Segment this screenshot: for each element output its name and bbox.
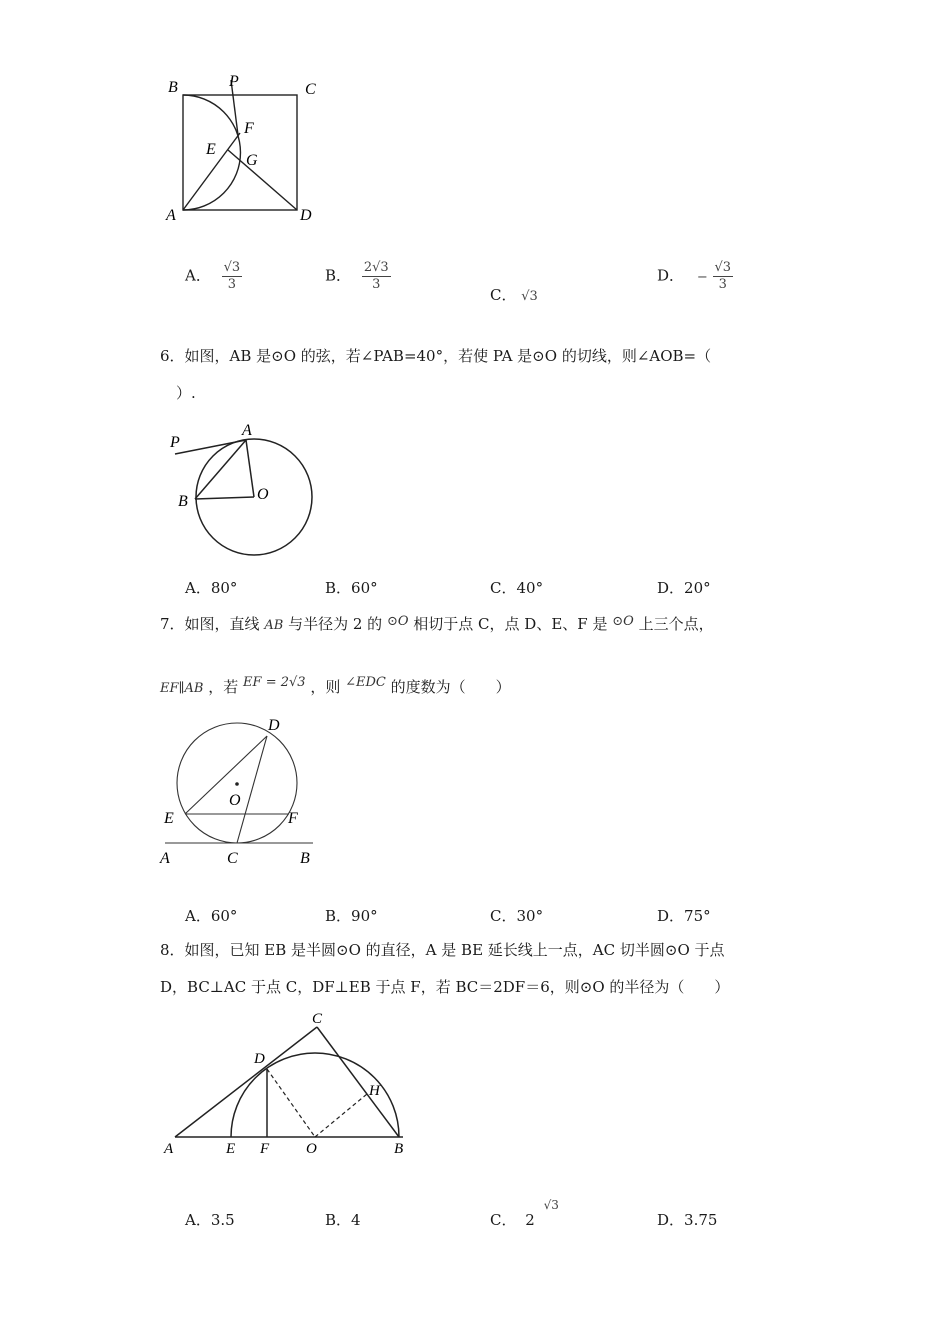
label-b: B bbox=[168, 79, 178, 96]
fraction: $\frac{2√3}{3}$ bbox=[363, 260, 389, 292]
line-cb bbox=[317, 1027, 399, 1137]
q7-option-d[interactable]: D．75° bbox=[657, 907, 711, 925]
label-b: B bbox=[300, 850, 310, 867]
line-ed bbox=[228, 150, 297, 210]
label-c: C bbox=[305, 81, 316, 98]
fraction: $\frac{√3}{3}$ bbox=[223, 260, 241, 292]
label-p: P bbox=[170, 434, 180, 451]
label-f: F bbox=[260, 1141, 270, 1157]
label-b: B bbox=[178, 493, 188, 510]
label-d: D bbox=[254, 1051, 265, 1067]
q8-text-line1: 8．如图，已知 EB 是半圆⊙O 的直径，A 是 BE 延长线上一点，AC 切半圆⊙O 于点 bbox=[160, 941, 725, 959]
q6-option-d[interactable]: D．20° bbox=[657, 579, 711, 597]
label-o: O bbox=[257, 486, 269, 503]
label-e: E bbox=[206, 141, 216, 158]
option-letter: C． bbox=[490, 286, 517, 304]
figure-q8 bbox=[155, 1005, 415, 1165]
option-sup: √3 bbox=[543, 1198, 559, 1212]
label-a: A bbox=[242, 422, 252, 439]
label-b: B bbox=[394, 1141, 404, 1157]
figure-q7 bbox=[155, 712, 325, 872]
math-circle-o: ⊙O bbox=[612, 614, 634, 629]
q6-option-b[interactable]: B．60° bbox=[325, 579, 378, 597]
q7-option-a[interactable]: A．60° bbox=[185, 907, 238, 925]
q6-option-a[interactable]: A．80° bbox=[185, 579, 238, 597]
line-ac bbox=[175, 1027, 317, 1137]
option-letter: D． bbox=[657, 266, 685, 285]
label-p: P bbox=[229, 73, 239, 90]
option-value: √3 bbox=[521, 289, 538, 304]
label-d: D bbox=[300, 207, 312, 224]
figure-q5 bbox=[160, 70, 330, 230]
q8-option-a[interactable]: A．3.5 bbox=[185, 1211, 235, 1229]
figure-q6 bbox=[160, 415, 330, 565]
label-f: F bbox=[244, 120, 254, 137]
option-value: 2 bbox=[525, 1211, 535, 1229]
q8-option-c[interactable] bbox=[490, 1198, 559, 1230]
math-angle-edc: ∠EDC bbox=[345, 675, 386, 690]
q7-text-line2: EF∥AB ，若 EF = 2√3 ，则 ∠EDC 的度数为（ ） bbox=[160, 675, 511, 696]
q6-text-line1: 6．如图，AB 是⊙O 的弦，若∠PAB=40°，若使 PA 是⊙O 的切线，则∠AOB=（ bbox=[160, 347, 712, 365]
q6-option-c[interactable]: C．40° bbox=[490, 579, 544, 597]
option-letter: C． bbox=[490, 1211, 517, 1229]
center-dot bbox=[235, 782, 239, 786]
option-letter: A． bbox=[185, 266, 211, 285]
q7-text-line1: 7．如图，直线 AB 与半径为 2 的 ⊙O 相切于点 C，点 D、E、F 是 ⊙O 上三个点， bbox=[160, 614, 714, 633]
label-c: C bbox=[227, 850, 238, 867]
line-ao bbox=[246, 440, 254, 497]
label-f: F bbox=[288, 810, 298, 827]
label-o: O bbox=[306, 1141, 317, 1157]
q5-option-c[interactable] bbox=[490, 284, 538, 305]
q8-text-line2: D，BC⊥AC 于点 C，DF⊥EB 于点 F，若 BC＝2DF＝6，则⊙O 的半径为（ ） bbox=[160, 978, 730, 996]
label-a: A bbox=[160, 850, 170, 867]
q5-option-d[interactable] bbox=[657, 260, 733, 293]
q6-text-line2: ）. bbox=[176, 384, 196, 402]
label-d: D bbox=[268, 717, 280, 734]
label-o: O bbox=[229, 792, 241, 809]
q5-option-b[interactable] bbox=[325, 260, 391, 293]
label-c: C bbox=[312, 1011, 323, 1027]
q7-option-b[interactable]: B．90° bbox=[325, 907, 378, 925]
dashed-do bbox=[267, 1069, 315, 1137]
minus-sign: − bbox=[696, 269, 708, 285]
line-dc bbox=[237, 736, 267, 843]
q8-option-b[interactable]: B．4 bbox=[325, 1211, 361, 1229]
label-g: G bbox=[246, 152, 258, 169]
label-a: A bbox=[164, 1141, 174, 1157]
line-ed bbox=[185, 736, 267, 814]
q8-option-d[interactable]: D．3.75 bbox=[657, 1211, 718, 1229]
line-bo bbox=[195, 497, 254, 499]
q5-option-a[interactable] bbox=[185, 260, 242, 293]
math-ab: AB bbox=[264, 618, 284, 633]
label-h: H bbox=[369, 1083, 380, 1099]
math-ef-length: EF = 2√3 bbox=[243, 675, 306, 690]
q7-option-c[interactable]: C．30° bbox=[490, 907, 544, 925]
math-ef-parallel-ab: EF∥AB bbox=[160, 681, 204, 696]
label-a: A bbox=[166, 207, 176, 224]
math-circle-o: ⊙O bbox=[386, 614, 409, 629]
label-e: E bbox=[164, 810, 174, 827]
dashed-oh bbox=[315, 1094, 367, 1137]
option-letter: B． bbox=[325, 266, 352, 285]
fraction: $\frac{√3}{3}$ bbox=[714, 260, 732, 292]
label-e: E bbox=[226, 1141, 236, 1157]
